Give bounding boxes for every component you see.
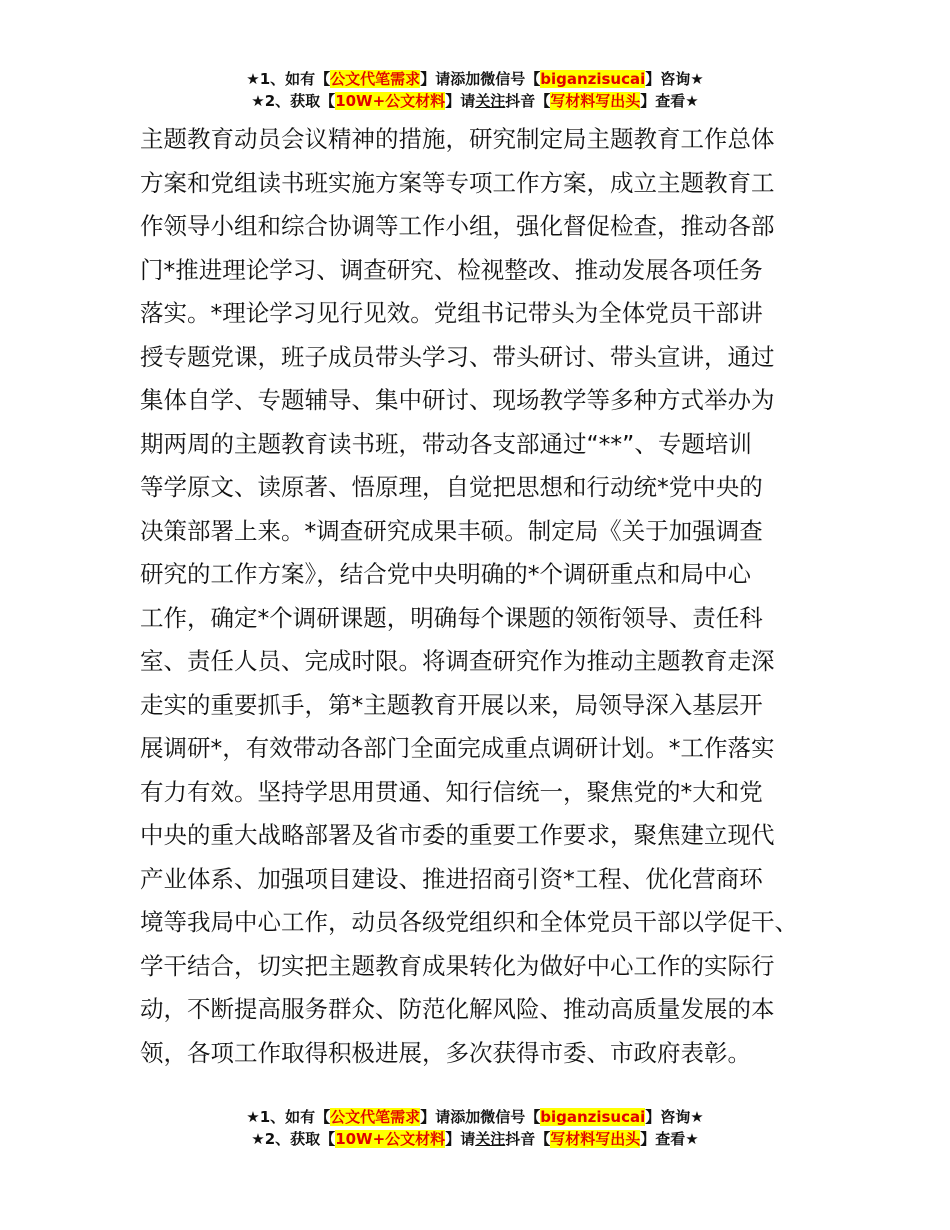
body-line: 集体自学、专题辅导、集中研讨、现场教学等多种方式举办为 [140,386,775,414]
body-line: 有力有效。坚持学思用贯通、知行信统一，聚焦党的*大和党 [140,777,763,806]
body-line: 室、责任人员、完成时限。将调查研究作为推动主题教育走深 [140,647,775,675]
banner-highlight: 公文代笔需求 [330,70,421,88]
banner-highlight: 10W+公文材料 [335,1130,446,1148]
banner-highlight: 10W+公文材料 [335,92,446,110]
banner-text: ★2、获取【 [251,1130,336,1148]
body-line: 动，不断提高服务群众、防范化解风险、推动高质量发展的本 [140,995,775,1023]
body-line: 学干结合，切实把主题教育成果转化为做好中心工作的实际行 [140,951,775,980]
header-banner [0,68,950,112]
body-line: 产业体系、加强项目建设、推进招商引资*工程、优化营商环 [140,864,763,893]
banner-highlight: biganzisucai [540,70,646,88]
body-line: 等学原文、读原著、悟原理，自觉把思想和行动统*党中央的 [140,473,763,501]
banner-line-1 [0,1106,950,1128]
banner-text: 】请添加微信号【 [420,1108,541,1126]
body-line: 中央的重大战略部署及省市委的重要工作要求，聚焦建立现代 [140,821,775,849]
banner-text: ★1、如有【 [246,70,331,88]
banner-text: 】咨询★ [645,70,704,88]
banner-underlined: 关注 [475,1130,506,1148]
footer-banner [0,1106,950,1150]
body-line: 期两周的主题教育读书班，带动各支部通过“**”、专题培训 [140,429,752,458]
body-line: 落实。*理论学习见行见效。党组书记带头为全体党员干部讲 [140,299,763,327]
banner-line-2 [0,90,950,112]
body-line: 作领导小组和综合协调等工作小组，强化督促检查，推动各部 [140,212,775,240]
banner-highlight: 公文代笔需求 [330,1108,421,1126]
body-line: 决策部署上来。*调查研究成果丰硕。制定局《关于加强调查 [140,516,763,545]
banner-text: 】查看★ [640,92,699,110]
body-line: 方案和党组读书班实施方案等专项工作方案，成立主题教育工 [140,168,775,197]
body-line: 工作，确定*个调研课题，明确每个课题的领衔领导、责任科 [140,603,763,632]
banner-line-1 [0,68,950,90]
body-line: 领，各项工作取得积极进展，多次获得市委、市政府表彰。 [140,1038,751,1067]
body-line: 授专题党课，班子成员带头学习、带头研讨、带头宣讲，通过 [140,342,775,371]
banner-text: 抖音【 [505,1130,551,1148]
banner-highlight: 写材料写出头 [550,1130,641,1148]
banner-underlined: 关注 [475,92,506,110]
banner-text: 】咨询★ [645,1108,704,1126]
banner-text: 】查看★ [640,1130,699,1148]
banner-text: ★2、获取【 [251,92,336,110]
body-line: 研究的工作方案》，结合党中央明确的*个调研重点和局中心 [140,560,751,588]
banner-text: 】请 [445,92,476,110]
document-body [140,118,830,1075]
body-line: 走实的重要抓手，第*主题教育开展以来，局领导深入基层开 [140,690,763,719]
body-line: 门*推进理论学习、调查研究、检视整改、推动发展各项任务 [140,255,763,284]
body-line: 境等我局中心工作，动员各级党组织和全体党员干部以学促干、 [140,908,798,936]
banner-highlight: biganzisucai [540,1108,646,1126]
body-line: 展调研*，有效带动各部门全面完成重点调研计划。*工作落实 [140,734,775,762]
body-line: 主题教育动员会议精神的措施，研究制定局主题教育工作总体 [140,125,775,153]
banner-highlight: 写材料写出头 [550,92,641,110]
banner-text: 】请添加微信号【 [420,70,541,88]
banner-text: ★1、如有【 [246,1108,331,1126]
banner-text: 抖音【 [505,92,551,110]
banner-line-2 [0,1128,950,1150]
banner-text: 】请 [445,1130,476,1148]
